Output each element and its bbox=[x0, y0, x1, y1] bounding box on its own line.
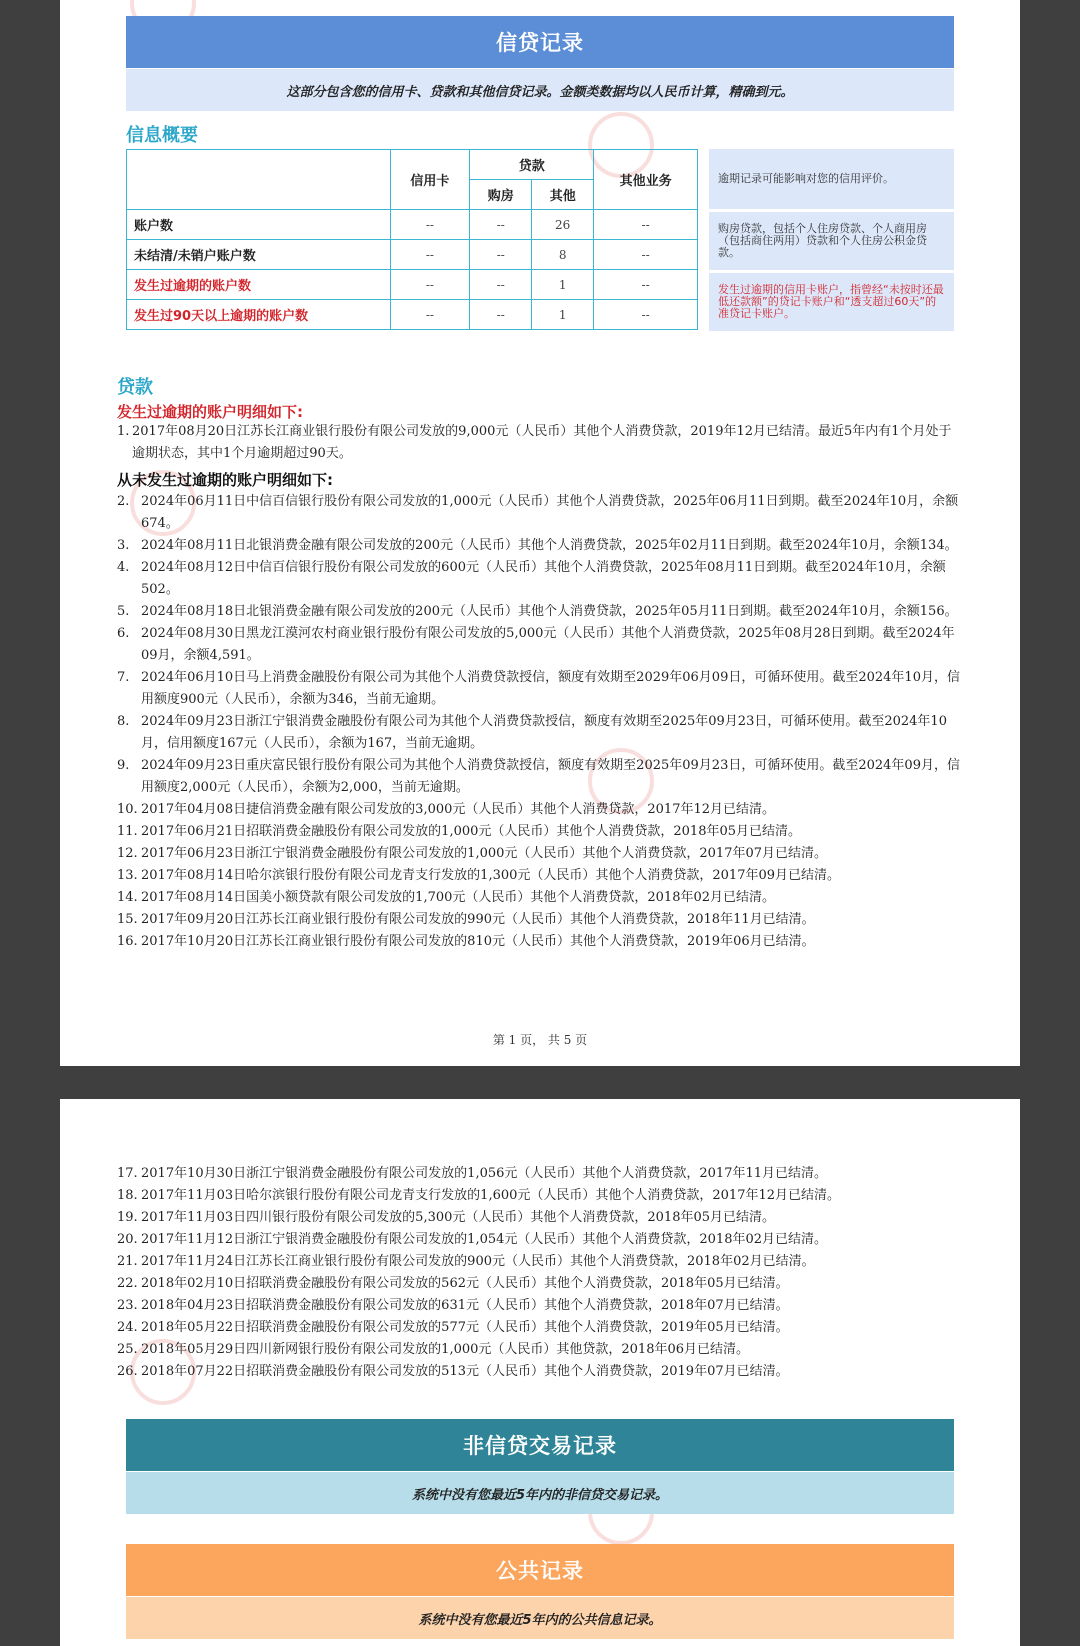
item-text: 2024年08月30日黑龙江漠河农村商业银行股份有限公司发放的5,000元（人民币）其他个人消费贷款，2025年08月28日到期。截至2024年09月，余额4,591。 bbox=[141, 626, 955, 663]
item-text: 2017年08月20日江苏长江商业银行股份有限公司发放的9,000元（人民币）其他个人消费贷款，2019年12月已结清。最近5年内有1个月处于逾期状态，其中1个月逾期超过90天。 bbox=[132, 424, 952, 461]
item-text: 2017年11月03日四川银行股份有限公司发放的5,300元（人民币）其他个人消费贷款，2018年05月已结清。 bbox=[141, 1210, 776, 1225]
loan-title: 贷款 bbox=[117, 377, 153, 398]
list-item bbox=[117, 711, 962, 755]
list-item bbox=[117, 1229, 962, 1251]
list-item bbox=[117, 667, 962, 711]
header-other: 其他 bbox=[532, 180, 594, 210]
overview-table bbox=[126, 149, 698, 330]
item-text: 2018年05月29日四川新网银行股份有限公司发放的1,000元（人民币）其他贷款，2018年06月已结清。 bbox=[141, 1342, 750, 1357]
item-number: 10. bbox=[117, 802, 138, 817]
item-number: 16. bbox=[117, 934, 138, 949]
table-row bbox=[127, 270, 698, 300]
cell-other-business: -- bbox=[594, 240, 698, 270]
report-page-1 bbox=[60, 0, 1020, 1066]
row-label: 发生过90天以上逾期的账户数 bbox=[127, 300, 391, 330]
item-text: 2017年06月23日浙江宁银消费金融股份有限公司发放的1,000元（人民币）其他个人消费贷款，2017年07月已结清。 bbox=[141, 846, 828, 861]
item-number: 25. bbox=[117, 1342, 138, 1357]
normal-list-page-1 bbox=[117, 491, 962, 953]
cell-credit-card: -- bbox=[390, 270, 470, 300]
item-text: 2018年02月10日招联消费金融股份有限公司发放的562元（人民币）其他个人消费贷款，2018年05月已结清。 bbox=[141, 1276, 789, 1291]
list-item bbox=[117, 755, 962, 799]
note-housing-loan: 购房贷款，包括个人住房贷款、个人商用房（包括商住两用）贷款和个人住房公积金贷款。 bbox=[709, 212, 954, 270]
item-text: 2018年07月22日招联消费金融股份有限公司发放的513元（人民币）其他个人消费贷款，2019年07月已结清。 bbox=[141, 1364, 789, 1379]
item-number: 2. bbox=[117, 494, 130, 509]
table-row bbox=[127, 210, 698, 240]
item-text: 2024年06月11日中信百信银行股份有限公司发放的1,000元（人民币）其他个人消费贷款，2025年06月11日到期。截至2024年10月，余额674。 bbox=[141, 494, 959, 531]
list-item bbox=[117, 1207, 962, 1229]
normal-heading: 从未发生过逾期的账户明细如下: bbox=[117, 471, 334, 489]
overdue-list bbox=[117, 421, 962, 465]
list-item bbox=[117, 799, 962, 821]
cell-other: 1 bbox=[532, 270, 594, 300]
item-text: 2018年04月23日招联消费金融股份有限公司发放的631元（人民币）其他个人消费贷款，2018年07月已结清。 bbox=[141, 1298, 789, 1313]
list-item bbox=[117, 1361, 962, 1383]
cell-credit-card: -- bbox=[390, 210, 470, 240]
item-text: 2017年10月20日江苏长江商业银行股份有限公司发放的810元（人民币）其他个人消费贷款，2019年06月已结清。 bbox=[141, 934, 815, 949]
item-number: 6. bbox=[117, 626, 130, 641]
cell-credit-card: -- bbox=[390, 300, 470, 330]
item-number: 12. bbox=[117, 846, 138, 861]
item-number: 1. bbox=[117, 424, 130, 439]
cell-credit-card: -- bbox=[390, 240, 470, 270]
header-loan: 贷款 bbox=[470, 150, 594, 180]
table-row bbox=[127, 300, 698, 330]
row-label: 未结清/未销户账户数 bbox=[127, 240, 391, 270]
cell-other-business: -- bbox=[594, 300, 698, 330]
row-label: 发生过逾期的账户数 bbox=[127, 270, 391, 300]
item-number: 3. bbox=[117, 538, 130, 553]
public-section-desc: 系统中没有您最近5年内的公共信息记录。 bbox=[126, 1597, 954, 1639]
list-item bbox=[117, 623, 962, 667]
page-footer: 第 1 页， 共 5 页 bbox=[492, 1033, 588, 1047]
item-number: 21. bbox=[117, 1254, 138, 1269]
header-housing: 购房 bbox=[470, 180, 532, 210]
table-row bbox=[127, 240, 698, 270]
item-number: 8. bbox=[117, 714, 130, 729]
list-item bbox=[117, 909, 962, 931]
list-item bbox=[117, 1273, 962, 1295]
header-other-business: 其他业务 bbox=[594, 150, 698, 210]
overview-title: 信息概要 bbox=[126, 125, 198, 146]
item-number: 19. bbox=[117, 1210, 138, 1225]
item-number: 9. bbox=[117, 758, 130, 773]
item-number: 26. bbox=[117, 1364, 138, 1379]
list-item bbox=[117, 843, 962, 865]
item-text: 2024年08月12日中信百信银行股份有限公司发放的600元（人民币）其他个人消费贷款，2025年08月11日到期。截至2024年10月，余额502。 bbox=[141, 560, 946, 597]
item-text: 2017年08月14日国美小额贷款有限公司发放的1,700元（人民币）其他个人消费贷款，2018年02月已结清。 bbox=[141, 890, 776, 905]
cell-other-business: -- bbox=[594, 210, 698, 240]
list-item bbox=[117, 491, 962, 535]
item-text: 2024年09月23日重庆富民银行股份有限公司为其他个人消费贷款授信，额度有效期至2025年09月23日，可循环使用。截至2024年09月，信用额度2,000元（人民币），余额为2,000，当前无逾期。 bbox=[141, 758, 960, 795]
item-text: 2024年06月10日马上消费金融股份有限公司为其他个人消费贷款授信，额度有效期至2029年06月09日，可循环使用。截至2024年10月，信用额度900元（人民币），余额为346，当前无逾期。 bbox=[141, 670, 960, 707]
item-text: 2017年04月08日捷信消费金融有限公司发放的3,000元（人民币）其他个人消费贷款，2017年12月已结清。 bbox=[141, 802, 776, 817]
cell-housing: -- bbox=[470, 210, 532, 240]
cell-other: 1 bbox=[532, 300, 594, 330]
cell-other: 8 bbox=[532, 240, 594, 270]
item-text: 2018年05月22日招联消费金融股份有限公司发放的577元（人民币）其他个人消费贷款，2019年05月已结清。 bbox=[141, 1320, 789, 1335]
overdue-heading: 发生过逾期的账户明细如下: bbox=[117, 403, 303, 421]
note-overdue-impact: 逾期记录可能影响对您的信用评价。 bbox=[709, 149, 954, 209]
cell-housing: -- bbox=[470, 300, 532, 330]
item-text: 2017年06月21日招联消费金融股份有限公司发放的1,000元（人民币）其他个人消费贷款，2018年05月已结清。 bbox=[141, 824, 802, 839]
item-text: 2017年11月12日浙江宁银消费金融股份有限公司发放的1,054元（人民币）其他个人消费贷款，2018年02月已结清。 bbox=[141, 1232, 828, 1247]
item-text: 2024年09月23日浙江宁银消费金融股份有限公司为其他个人消费贷款授信，额度有效期至2025年09月23日，可循环使用。截至2024年10月，信用额度167元（人民币），余额为167，当前无逾期。 bbox=[141, 714, 947, 751]
item-number: 11. bbox=[117, 824, 138, 839]
list-item bbox=[117, 887, 962, 909]
item-text: 2017年08月14日哈尔滨银行股份有限公司龙青支行发放的1,300元（人民币）其他个人消费贷款，2017年09月已结清。 bbox=[141, 868, 841, 883]
item-number: 18. bbox=[117, 1188, 138, 1203]
item-number: 24. bbox=[117, 1320, 138, 1335]
item-number: 23. bbox=[117, 1298, 138, 1313]
header-credit-card: 信用卡 bbox=[390, 150, 470, 210]
table-corner bbox=[127, 150, 391, 210]
item-number: 13. bbox=[117, 868, 138, 883]
list-item bbox=[117, 421, 962, 465]
cell-other: 26 bbox=[532, 210, 594, 240]
row-label: 账户数 bbox=[127, 210, 391, 240]
item-number: 7. bbox=[117, 670, 130, 685]
item-number: 17. bbox=[117, 1166, 138, 1181]
non-credit-section-header: 非信贷交易记录 bbox=[126, 1419, 954, 1471]
list-item bbox=[117, 821, 962, 843]
list-item bbox=[117, 1339, 962, 1361]
list-item bbox=[117, 535, 962, 557]
list-item bbox=[117, 1251, 962, 1273]
credit-section-desc: 这部分包含您的信用卡、贷款和其他信贷记录。金额类数据均以人民币计算，精确到元。 bbox=[126, 69, 954, 111]
cell-housing: -- bbox=[470, 240, 532, 270]
item-text: 2017年11月24日江苏长江商业银行股份有限公司发放的900元（人民币）其他个人消费贷款，2018年02月已结清。 bbox=[141, 1254, 815, 1269]
note-overdue-card: 发生过逾期的信用卡账户，指曾经“未按时还最低还款额”的贷记卡账户和“透支超过60天”的准贷记卡账户。 bbox=[709, 273, 954, 331]
public-section-header: 公共记录 bbox=[126, 1544, 954, 1596]
credit-section-header: 信贷记录 bbox=[126, 16, 954, 68]
item-text: 2017年10月30日浙江宁银消费金融股份有限公司发放的1,056元（人民币）其他个人消费贷款，2017年11月已结清。 bbox=[141, 1166, 828, 1181]
item-number: 15. bbox=[117, 912, 138, 927]
item-text: 2017年09月20日江苏长江商业银行股份有限公司发放的990元（人民币）其他个人消费贷款，2018年11月已结清。 bbox=[141, 912, 815, 927]
report-page-2 bbox=[60, 1099, 1020, 1646]
item-number: 5. bbox=[117, 604, 130, 619]
normal-list-page-2 bbox=[117, 1163, 962, 1383]
list-item bbox=[117, 601, 962, 623]
item-number: 14. bbox=[117, 890, 138, 905]
list-item bbox=[117, 1163, 962, 1185]
list-item bbox=[117, 557, 962, 601]
cell-other-business: -- bbox=[594, 270, 698, 300]
non-credit-section-desc: 系统中没有您最近5年内的非信贷交易记录。 bbox=[126, 1472, 954, 1514]
item-number: 22. bbox=[117, 1276, 138, 1291]
list-item bbox=[117, 931, 962, 953]
item-text: 2024年08月18日北银消费金融有限公司发放的200元（人民币）其他个人消费贷款，2025年05月11日到期。截至2024年10月，余额156。 bbox=[141, 604, 958, 619]
cell-housing: -- bbox=[470, 270, 532, 300]
list-item bbox=[117, 1317, 962, 1339]
item-text: 2017年11月03日哈尔滨银行股份有限公司龙青支行发放的1,600元（人民币）其他个人消费贷款，2017年12月已结清。 bbox=[141, 1188, 841, 1203]
list-item bbox=[117, 1295, 962, 1317]
item-text: 2024年08月11日北银消费金融有限公司发放的200元（人民币）其他个人消费贷款，2025年02月11日到期。截至2024年10月，余额134。 bbox=[141, 538, 958, 553]
list-item bbox=[117, 1185, 962, 1207]
item-number: 4. bbox=[117, 560, 130, 575]
item-number: 20. bbox=[117, 1232, 138, 1247]
list-item bbox=[117, 865, 962, 887]
